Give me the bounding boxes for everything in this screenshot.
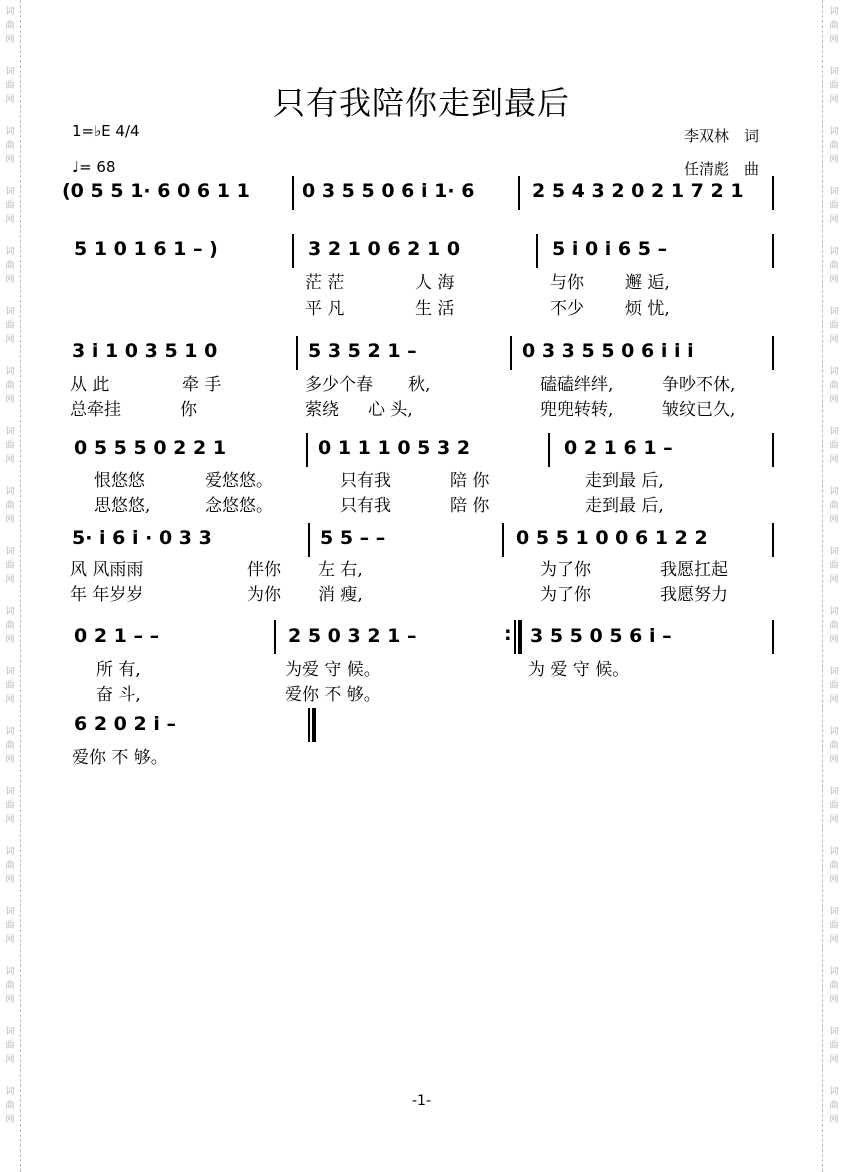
watermark-glyph: 曲	[829, 741, 839, 751]
lyric: 走到最 后,	[585, 471, 664, 491]
lyric: 所 有,	[96, 660, 141, 680]
watermark-glyph: 网	[829, 455, 839, 465]
watermark-glyph: 曲	[5, 81, 15, 91]
lyric: 生 活	[415, 299, 455, 319]
lyric: 磕磕绊绊,	[540, 375, 614, 395]
watermark-glyph: 曲	[5, 201, 15, 211]
watermark-glyph: 曲	[829, 501, 839, 511]
notes-row4-measure1: 0 5 5 5 0 2 2 1	[74, 437, 227, 459]
barline	[306, 433, 308, 467]
lyric: 只有我	[340, 471, 391, 491]
watermark-glyph: 网	[829, 695, 839, 705]
notes-row2-measure3: 5 i 0 i 6 5 –	[552, 238, 668, 260]
watermark-glyph: 曲	[5, 981, 15, 991]
notes-row2-measure1: 5 1 0 1 6 1 – )	[74, 238, 218, 260]
watermark-glyph: 网	[5, 215, 15, 225]
watermark-glyph: 曲	[5, 141, 15, 151]
watermark-glyph: 网	[829, 575, 839, 585]
barline	[772, 176, 774, 210]
watermark-glyph: 曲	[5, 861, 15, 871]
lyric: 风 风雨雨	[70, 560, 144, 580]
lyric: 只有我	[340, 496, 391, 516]
watermark-glyph: 曲	[829, 801, 839, 811]
watermark-glyph: 网	[829, 875, 839, 885]
barline	[502, 523, 504, 557]
watermark-glyph: 词	[829, 547, 839, 557]
watermark-glyph: 词	[5, 367, 15, 377]
watermark-glyph: 词	[829, 967, 839, 977]
song-title: 只有我陪你走到最后	[272, 84, 570, 122]
watermark-glyph: 曲	[5, 501, 15, 511]
lyric: 年 年岁岁	[70, 585, 144, 605]
final-barline-thin	[308, 708, 310, 742]
lyric: 左 右,	[318, 560, 363, 580]
notes-row1-measure1: (0 5 5 1· 6 0 6 1 1	[62, 180, 250, 202]
watermark-glyph: 曲	[5, 261, 15, 271]
watermark-glyph: 词	[829, 7, 839, 17]
watermark-glyph: 曲	[829, 21, 839, 31]
watermark-glyph: 词	[5, 847, 15, 857]
watermark-glyph: 曲	[829, 141, 839, 151]
watermark-glyph: 网	[5, 95, 15, 105]
lyric: 争吵不休,	[662, 375, 736, 395]
watermark-glyph: 网	[829, 635, 839, 645]
watermark-glyph: 词	[5, 727, 15, 737]
lyric: 从 此	[70, 375, 110, 395]
barline	[772, 336, 774, 370]
notes-row1-measure2: 0 3 5 5 0 6 i 1· 6	[302, 180, 475, 202]
lyric: 平 凡	[305, 299, 345, 319]
barline	[510, 336, 512, 370]
repeat-barline-thin	[514, 620, 516, 654]
watermark-glyph: 词	[5, 307, 15, 317]
watermark-glyph: 网	[829, 935, 839, 945]
barline	[292, 234, 294, 268]
barline	[536, 234, 538, 268]
watermark-glyph: 网	[5, 395, 15, 405]
lyric: 皱纹已久,	[662, 400, 736, 420]
watermark-glyph: 词	[5, 1087, 15, 1097]
lyric: 陪 你	[450, 496, 490, 516]
watermark-glyph: 词	[829, 487, 839, 497]
composer-credit: 任清彪 曲	[684, 160, 760, 178]
notes-row4-measure2: 0 1 1 1 0 5 3 2	[318, 437, 471, 459]
lyric: 念悠悠。	[205, 496, 273, 516]
barline	[772, 433, 774, 467]
lyric: 多少个春	[305, 375, 373, 395]
lyric: 茫 茫	[305, 273, 345, 293]
lyric: 为爱 守 候。	[285, 660, 381, 680]
notes-row7-measure1: 6 2 0 2 i –	[74, 713, 176, 735]
watermark-glyph: 网	[829, 1115, 839, 1125]
watermark-glyph: 网	[5, 515, 15, 525]
watermark-glyph: 词	[829, 847, 839, 857]
watermark-glyph: 词	[5, 787, 15, 797]
watermark-glyph: 曲	[5, 801, 15, 811]
watermark-glyph: 网	[829, 275, 839, 285]
lyric: 消 瘦,	[318, 585, 363, 605]
barline	[296, 336, 298, 370]
notes-row1-measure3: 2 5 4 3 2 0 2 1 7 2 1	[532, 180, 744, 202]
watermark-glyph: 词	[829, 1087, 839, 1097]
watermark-glyph: 曲	[5, 1101, 15, 1111]
watermark-glyph: 曲	[829, 81, 839, 91]
watermark-glyph: 曲	[5, 21, 15, 31]
watermark-glyph: 网	[829, 755, 839, 765]
watermark-glyph: 曲	[829, 1041, 839, 1051]
watermark-glyph: 曲	[5, 381, 15, 391]
watermark-glyph: 曲	[829, 921, 839, 931]
notes-row6-measure1: 0 2 1 – –	[74, 625, 160, 647]
watermark-glyph: 网	[5, 575, 15, 585]
watermark-glyph: 曲	[5, 741, 15, 751]
watermark-glyph: 曲	[5, 921, 15, 931]
watermark-glyph: 网	[5, 335, 15, 345]
watermark-glyph: 词	[5, 547, 15, 557]
watermark-glyph: 网	[829, 815, 839, 825]
watermark-glyph: 网	[829, 35, 839, 45]
watermark-glyph: 网	[5, 1055, 15, 1065]
watermark-glyph: 词	[829, 307, 839, 317]
watermark-glyph: 网	[5, 695, 15, 705]
barline	[274, 620, 276, 654]
lyric: 我愿努力	[660, 585, 728, 605]
barline	[308, 523, 310, 557]
watermark-glyph: 曲	[829, 261, 839, 271]
watermark-glyph: 词	[5, 67, 15, 77]
watermark-glyph: 词	[829, 907, 839, 917]
watermark-glyph: 曲	[5, 1041, 15, 1051]
lyric: 思悠悠,	[94, 496, 151, 516]
lyric: 为你	[247, 585, 281, 605]
watermark-glyph: 词	[5, 247, 15, 257]
watermark-glyph: 曲	[5, 321, 15, 331]
watermark-glyph: 曲	[829, 621, 839, 631]
watermark-glyph: 曲	[829, 201, 839, 211]
lyric: 为了你	[540, 560, 591, 580]
lyric: 我愿扛起	[660, 560, 728, 580]
lyric: 烦 忧,	[625, 299, 670, 319]
watermark-glyph: 词	[829, 667, 839, 677]
watermark-glyph: 曲	[829, 681, 839, 691]
watermark-glyph: 曲	[829, 1101, 839, 1111]
watermark-glyph: 词	[5, 127, 15, 137]
notes-row5-measure2: 5 5 – –	[320, 527, 386, 549]
barline	[772, 620, 774, 654]
watermark-glyph: 词	[829, 247, 839, 257]
watermark-glyph: 网	[5, 815, 15, 825]
watermark-glyph: 词	[5, 667, 15, 677]
notes-row2-measure2: 3 2 1 0 6 2 1 0	[308, 238, 461, 260]
watermark-glyph: 词	[829, 67, 839, 77]
lyric: 爱你 不 够。	[72, 748, 168, 768]
lyric: 恨悠悠	[94, 471, 145, 491]
watermark-glyph: 网	[5, 755, 15, 765]
lyric: 伴你	[247, 560, 281, 580]
watermark-glyph: 网	[5, 635, 15, 645]
watermark-glyph: 网	[829, 95, 839, 105]
lyric: 邂 逅,	[625, 273, 670, 293]
watermark-glyph: 曲	[829, 321, 839, 331]
final-barline-thick	[312, 708, 316, 742]
watermark-glyph: 网	[5, 935, 15, 945]
watermark-glyph: 网	[829, 335, 839, 345]
lyric: 爱悠悠。	[205, 471, 273, 491]
watermark-glyph: 网	[5, 155, 15, 165]
watermark-glyph: 词	[829, 187, 839, 197]
lyric: 秋,	[408, 375, 431, 395]
lyricist-credit: 李双林 词	[684, 127, 760, 145]
lyric: 兜兜转转,	[540, 400, 614, 420]
watermark-glyph: 网	[829, 215, 839, 225]
watermark-glyph: 曲	[829, 381, 839, 391]
lyric: 与你	[550, 273, 584, 293]
watermark-glyph: 曲	[5, 621, 15, 631]
notes-row6-measure3: 3 5 5 0 5 6 i –	[530, 625, 672, 647]
watermark-glyph: 词	[829, 787, 839, 797]
watermark-glyph: 词	[5, 187, 15, 197]
lyric: 不少	[550, 299, 584, 319]
watermark-glyph: 网	[5, 35, 15, 45]
notes-row4-measure3: 0 2 1 6 1 –	[564, 437, 673, 459]
watermark-glyph: 网	[5, 1115, 15, 1125]
right-watermark-strip	[822, 0, 843, 1172]
watermark-glyph: 网	[5, 455, 15, 465]
barline	[548, 433, 550, 467]
lyric: 总牵挂	[70, 400, 121, 420]
watermark-glyph: 曲	[829, 861, 839, 871]
barline	[292, 176, 294, 210]
notes-row3-measure3: 0 3 3 5 5 0 6 i i i	[522, 340, 694, 362]
lyric: 人 海	[415, 273, 455, 293]
watermark-glyph: 曲	[5, 441, 15, 451]
lyric: 你	[180, 400, 197, 420]
notes-row5-measure1: 5· i 6 i · 0 3 3	[72, 527, 212, 549]
watermark-glyph: 曲	[5, 561, 15, 571]
watermark-glyph: 词	[5, 487, 15, 497]
left-watermark-strip	[0, 0, 21, 1172]
watermark-glyph: 曲	[829, 981, 839, 991]
key-signature: 1=♭E 4/4	[72, 122, 140, 140]
watermark-glyph: 词	[829, 427, 839, 437]
watermark-glyph: 网	[829, 995, 839, 1005]
lyric: 心 头,	[368, 400, 413, 420]
watermark-glyph: 网	[829, 155, 839, 165]
watermark-glyph: 网	[5, 275, 15, 285]
notes-row5-measure3: 0 5 5 1 0 0 6 1 2 2	[516, 527, 708, 549]
notes-row6-measure2: 2 5 0 3 2 1 –	[288, 625, 417, 647]
lyric: 为 爱 守 候。	[528, 660, 630, 680]
barline	[772, 523, 774, 557]
watermark-glyph: 曲	[5, 681, 15, 691]
lyric: 牵 手	[182, 375, 222, 395]
watermark-glyph: 词	[5, 427, 15, 437]
watermark-glyph: 词	[5, 907, 15, 917]
watermark-glyph: 网	[829, 1055, 839, 1065]
tempo-marking: ♩= 68	[72, 158, 116, 176]
watermark-glyph: 词	[5, 967, 15, 977]
watermark-glyph: 词	[829, 607, 839, 617]
watermark-glyph: 词	[829, 127, 839, 137]
lyric: 爱你 不 够。	[285, 685, 381, 705]
watermark-glyph: 词	[829, 727, 839, 737]
lyric: 为了你	[540, 585, 591, 605]
lyric: 走到最 后,	[585, 496, 664, 516]
watermark-glyph: 网	[5, 995, 15, 1005]
barline	[518, 176, 520, 210]
watermark-glyph: 词	[829, 367, 839, 377]
watermark-glyph: 曲	[829, 441, 839, 451]
page-number: -1-	[411, 1093, 431, 1109]
lyric: 萦绕	[305, 400, 339, 420]
notes-row3-measure2: 5 3 5 2 1 –	[308, 340, 417, 362]
repeat-barline-thick	[518, 620, 522, 654]
watermark-glyph: 网	[829, 395, 839, 405]
watermark-glyph: 词	[5, 1027, 15, 1037]
barline	[772, 234, 774, 268]
watermark-glyph: 曲	[829, 561, 839, 571]
repeat-dots: :	[504, 623, 512, 645]
lyric: 奋 斗,	[96, 685, 141, 705]
watermark-glyph: 网	[5, 875, 15, 885]
watermark-glyph: 网	[829, 515, 839, 525]
notes-row3-measure1: 3 i 1 0 3 5 1 0	[72, 340, 218, 362]
watermark-glyph: 词	[829, 1027, 839, 1037]
watermark-glyph: 词	[5, 607, 15, 617]
lyric: 陪 你	[450, 471, 490, 491]
watermark-glyph: 词	[5, 7, 15, 17]
